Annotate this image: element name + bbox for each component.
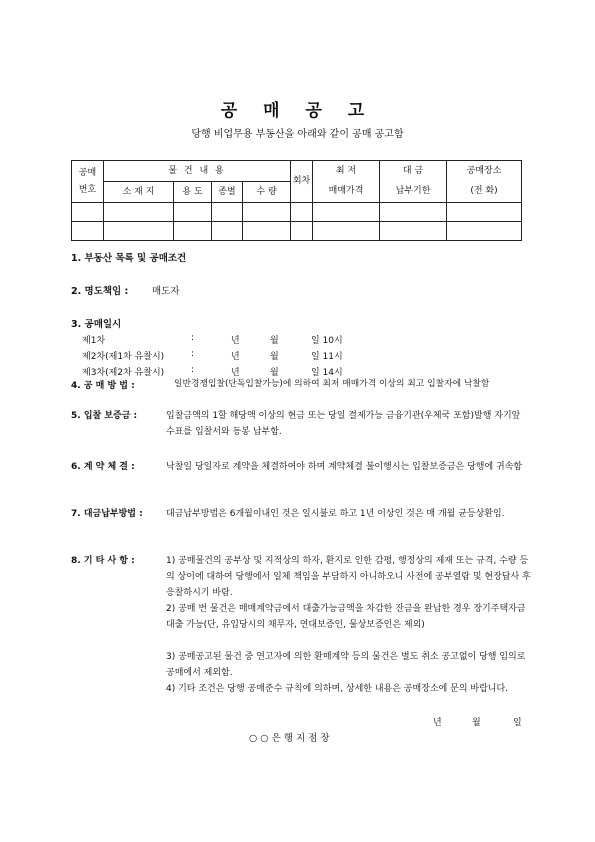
document-page: 공 매 공 고 당행 비업무용 부동산을 아래와 같이 공매 공고함 공매 번호 물 건 내 용 회차 최 저 대 금 공매장소 소 재 지 용 도 종별 수 량 매매가격 납부기한 (전 화) 1. 부동산 목록 및 공매조건 2. 명도책임 : 매도자 3. 공매일시 제1차 : 년 월 일 10시 제2차(제1차 유찰시) : 년 월 일 11시 제3차(제2차 유찰시) : 년 월 일 14시 4. 공 매 방 법 : 일반경쟁입찰(단독입찰가능)에 의하여 최저 매매가격 이상의 최고 입찰자에 낙찰함 5. 입찰 보증금 : 입찰금액의 1할 해당액 이상의 현금 또는 당일 결제가능 금융기관(우체국 포함)발행 자기앞 수표를 입찰서와 동봉 납부함. 6. 계 약 체 결 : 낙찰일 당일자로 계약을 체결하여야 하며 계약체결 불이행시는 입찰보증금은 당행에 귀속함 7. 대금납부방법 : 대금납부방법은 6개월이내인 것은 일시불로 하고 1년 이상인 것은 매 개월 균등상환임. 8. 기 타 사 항 : 1) 공매물건의 공부상 및 지적상의 하자, 환지로 인한 감평, 행정상의 제재 또는 규격, 수량 등의 상이에 대하여 당행에서 일체 책임을 부담하지 아니하오니 사전에 공부열람 및 현장답사 후 응찰하시기 바람. 2) 공매 번 물건은 매매계약금에서 대출가능금액을 차감한 잔금을 완납한 경우 장기주택자금대출 가능(단, 유입당시의 채무자, 연대보증인, 물상보증인은 제외) 3) 공매공고된 물건 중 연고자에 의한 환매계약 등의 물건은 별도 취소 공고없이 당행 임의로 공매에서 제외함. 4) 기타 조건은 당행 공매준수 규칙에 의하며, 상세한 내용은 공매장소에 문의 바랍니다. 년 월 일 ○ ○ 은 행 지 점 장 [0,0,595,842]
section-3-heading: 3. 공매일시 [71,319,122,330]
header-round: 회차 [291,161,313,203]
section-6-text: 낙찰일 당일자로 계약을 체결하여야 하며 계약체결 불이행시는 입찰보증금은 당행에 귀속함 [166,462,523,472]
section-2-label: 2. 명도책임 : [71,286,129,297]
section-7-text: 대금납부방법은 6개월이내인 것은 일시불로 하고 1년 이상인 것은 매 개월 균등상환임. [166,509,505,519]
header-place-1: 공매장소 [447,161,522,182]
page-subtitle: 당행 비업무용 부동산을 아래와 같이 공매 공고함 [191,129,404,140]
header-auction-no: 공매 번호 [72,161,104,203]
signature-line: ○ ○ 은 행 지 점 장 [249,733,330,744]
section-6 [71,459,531,493]
section-2-value: 매도자 [152,286,180,297]
header-min-price-1: 최 저 [313,161,380,182]
header-kind: 종별 [212,182,243,203]
page-title: 공 매 공 고 [220,101,375,121]
header-item-content: 물 건 내 용 [104,161,291,182]
header-payment-1: 대 금 [380,161,447,182]
section-6-label: 6. 계 약 체 결 : [71,462,135,472]
section-1-heading: 1. 부동산 목록 및 공매조건 [71,253,187,264]
property-table [71,160,522,241]
section-5-text: 입찰금액의 1할 해당액 이상의 현금 또는 당일 결제가능 금융기관(우체국 포함)발행 자기앞 수표를 입찰서와 동봉 납부함. [166,411,521,437]
section-4-text: 일반경쟁입찰(단독입찰가능)에 의하여 최저 매매가격 이상의 최고 입찰자에 낙찰함 [174,379,490,389]
section-8-item-1: 1) 공매물건의 공부상 및 지적상의 하자, 환지로 인한 감평, 행정상의 제재 또는 규격, 수량 등의 상이에 대하여 당행에서 일체 책임을 부담하지 아니하오니 사전에 공부열람 및 현장답사 후 응찰하시기 바람. [166,556,531,598]
date-month: 월 [472,718,481,728]
header-min-price-2: 매매가격 [313,182,380,203]
header-location: 소 재 지 [104,182,174,203]
section-5 [71,408,531,442]
section-8-item-3: 3) 공매공고된 물건 중 연고자에 의한 환매계약 등의 물건은 별도 취소 공고없이 당행 임의로 공매에서 제외함. [166,652,526,678]
header-payment-2: 납부기한 [380,182,447,203]
table-row [72,222,522,241]
section-8 [71,553,531,713]
section-7-label: 7. 대금납부방법 : [71,509,143,519]
section-4-label: 4. 공 매 방 법 : [71,381,135,391]
table-row [72,203,522,222]
date-day: 일 [513,718,522,728]
header-place-2: (전 화) [447,182,522,203]
section-7 [71,506,531,540]
section-8-item-2: 2) 공매 번 물건은 매매계약금에서 대출가능금액을 차감한 잔금을 완납한 경우 장기주택자금대출 가능(단, 유입당시의 채무자, 연대보증인, 물상보증인은 제외) [166,604,526,630]
section-8-item-4: 4) 기타 조건은 당행 공매준수 규칙에 의하며, 상세한 내용은 공매장소에 문의 바랍니다. [166,684,509,694]
header-quantity: 수 량 [243,182,291,203]
section-4 [71,378,531,396]
header-use: 용 도 [174,182,212,203]
date-year: 년 [433,718,442,728]
section-5-label: 5. 입찰 보증금 : [71,411,138,421]
section-8-label: 8. 기 타 사 항 : [71,556,135,566]
